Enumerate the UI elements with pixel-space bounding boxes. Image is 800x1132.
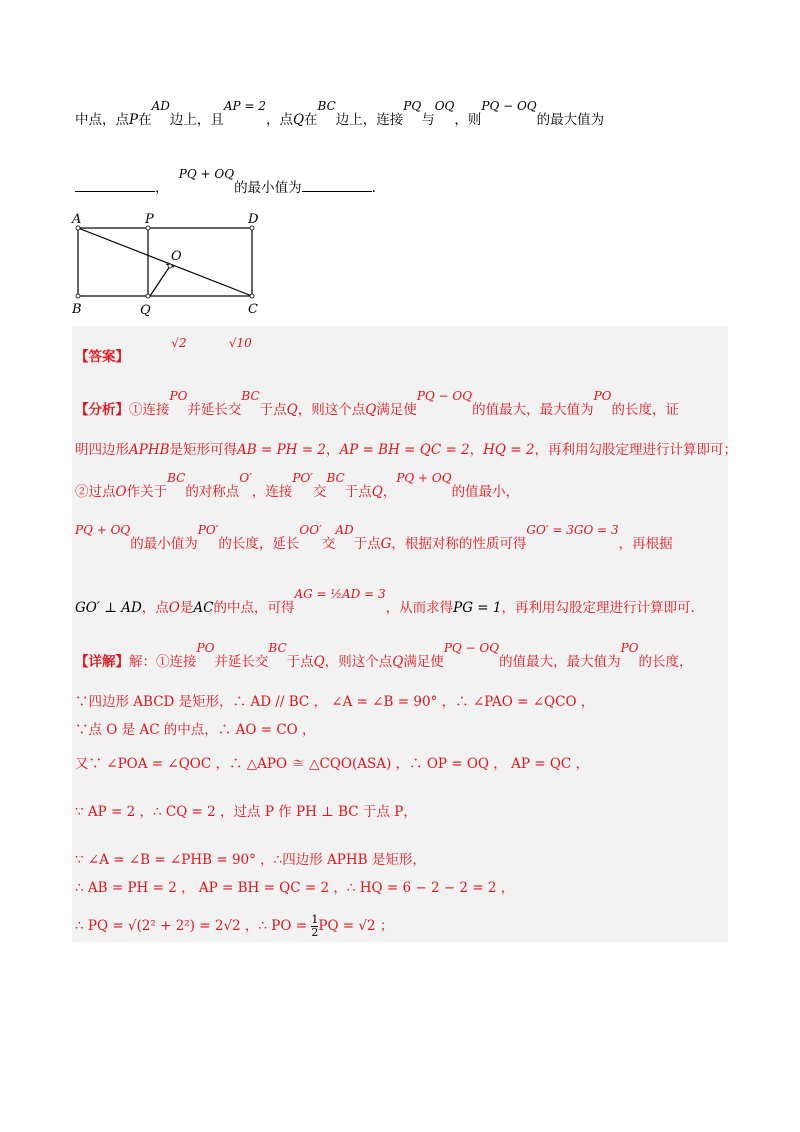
a5-text: ，从而求得 <box>385 600 454 616</box>
label-p: P <box>145 212 154 227</box>
d1-text: 的长度， <box>638 654 693 670</box>
a4-text: ，再根据 <box>618 536 673 552</box>
answer-blank-1[interactable] <box>75 191 155 192</box>
a2-text: ，再利用勾股定理进行计算即可； <box>534 442 737 458</box>
label-o: O <box>171 249 182 264</box>
detail-line-8 <box>75 914 393 939</box>
analysis-line-4 <box>75 523 673 552</box>
a5-math: O <box>168 600 180 616</box>
analysis-line-3 <box>75 471 520 500</box>
d1-math: PO <box>196 641 215 655</box>
a1-math: PQ − OQ <box>416 389 473 403</box>
a2-math: HQ = 2 <box>483 442 535 458</box>
q1-math: AP = 2 <box>223 99 266 113</box>
segment-po <box>148 228 170 266</box>
answer-value-2: √10 <box>228 336 252 350</box>
detail-line-1 <box>75 641 693 670</box>
a5-math: AC <box>193 600 214 616</box>
a3-math: PQ + OQ <box>396 471 452 485</box>
detail-line-5: ∵ AP = 2 ，∴ CQ = 2 ，过点 P 作 PH ⊥ BC 于点 P， <box>75 804 417 820</box>
a3-text: ， <box>382 484 397 500</box>
a1-text: 并延长交 <box>187 402 242 418</box>
a4-math: PQ + OQ <box>75 523 131 537</box>
d1-text: 满足使 <box>403 654 444 670</box>
a3-text: 交 <box>313 484 327 500</box>
answer-line <box>75 336 252 365</box>
a5-text: ，再利用勾股定理进行计算即可. <box>501 600 695 616</box>
q1-math: AD <box>151 99 170 113</box>
answer-value-1: √2 <box>171 336 187 350</box>
a2-text: ， <box>469 442 484 458</box>
question-line-2: ， PQ + OQ的最小值为 . <box>75 176 376 196</box>
d8-text: PQ = √2 ； <box>318 918 394 934</box>
answer-tag: 【答案】 <box>75 349 129 365</box>
label-q: Q <box>140 303 151 318</box>
a1-math: PO <box>593 389 612 403</box>
a2-math: APHB <box>129 442 170 458</box>
detail-line-3: ∵点 O 是 AC 的中点，∴ AO = CO ， <box>75 722 316 738</box>
a4-text: ，根据对称的性质可得 <box>391 536 527 552</box>
label-b: B <box>72 302 82 317</box>
a4-math: GO′ = 3GO = 3 <box>526 523 619 537</box>
a1-text: 于点 <box>259 402 287 418</box>
d1-text: ，则这个点 <box>324 654 393 670</box>
q2-text: 的最小值为 <box>234 180 302 196</box>
q1-text: ，点 <box>265 112 293 128</box>
a1-text: 的长度，证 <box>611 402 680 418</box>
a4-math: AD <box>335 523 354 537</box>
a4-math: G <box>380 536 392 552</box>
a2-text: 明四边形 <box>75 442 129 458</box>
a3-math: PO′ <box>292 471 314 485</box>
detail-line-6: ∵ ∠A = ∠B = ∠PHB = 90° ，∴四边形 APHB 是矩形， <box>75 852 426 868</box>
analysis-line-1 <box>75 389 680 418</box>
detail-line-7: ∴ AB = PH = 2 ， AP = BH = QC = 2 ，∴ HQ = 6 − 2 − 2 = 2 ， <box>75 880 515 896</box>
a1-text: 满足使 <box>376 402 417 418</box>
a1-text: 的值最大，最大值为 <box>472 402 594 418</box>
label-c: C <box>248 302 258 317</box>
a5-math: AG = ½AD = 3 <box>294 587 386 601</box>
a3-text: ，连接 <box>251 484 293 500</box>
diagonal-ac <box>78 228 252 296</box>
d1-math: BC <box>268 641 287 655</box>
a1-math: PO <box>169 389 188 403</box>
geometry-figure <box>70 210 270 320</box>
q1-text: 的最大值为 <box>536 112 605 128</box>
segment-oq <box>150 266 170 296</box>
q1-math: Q <box>292 112 305 128</box>
detail-line-2: ∵四边形 ABCD 是矩形，∴ AD // BC ， ∠A = ∠B = 90° ，∴ ∠PAO = ∠QCO ， <box>75 694 595 710</box>
q1-math: OQ <box>434 99 455 113</box>
analysis-line-5 <box>75 587 695 616</box>
a5-text: ，点 <box>141 600 169 616</box>
a3-math: O <box>115 484 127 500</box>
a3-text: ②过点 <box>75 484 116 500</box>
d1-text: 解：①连接 <box>129 654 197 670</box>
d1-math: Q <box>313 654 325 670</box>
a4-text: 于点 <box>353 536 381 552</box>
label-d: D <box>248 212 259 227</box>
a2-math: AB = PH = 2 <box>237 442 326 458</box>
q1-text: 在 <box>138 112 152 128</box>
a3-math: O′ <box>239 471 252 485</box>
a4-text: 的长度，延长 <box>218 536 300 552</box>
a3-text: 作关于 <box>126 484 168 500</box>
a1-text: ，则这个点 <box>297 402 366 418</box>
a1-math: BC <box>241 389 260 403</box>
q2-math: PQ + OQ <box>178 167 235 181</box>
d1-math: PO <box>620 641 639 655</box>
a5-text: 是 <box>179 600 194 616</box>
d1-math: Q <box>392 654 404 670</box>
label-a: A <box>72 212 82 227</box>
q1-math: PQ − OQ <box>481 99 537 113</box>
a1-math: Q <box>365 402 377 418</box>
q1-text: 边上，连接 <box>335 112 404 128</box>
d1-math: PQ − OQ <box>443 641 500 655</box>
a2-text: 是矩形可得 <box>169 442 238 458</box>
q1-text: 在 <box>304 112 318 128</box>
q1-math: PQ <box>403 99 422 113</box>
a4-math: PO′ <box>197 523 219 537</box>
d1-text: 并延长交 <box>214 654 269 670</box>
a3-text: 的值最小， <box>451 484 520 500</box>
q2-period: . <box>371 180 376 196</box>
a4-text: 交 <box>321 536 336 552</box>
a2-text: ， <box>325 442 340 458</box>
a3-math: BC <box>167 471 186 485</box>
q1-text: 中点，点 <box>75 112 129 128</box>
a3-math: BC <box>326 471 345 485</box>
a3-text: 的对称点 <box>185 484 240 500</box>
d1-text: 于点 <box>286 654 314 670</box>
a5-text: 的中点，可得 <box>213 600 295 616</box>
a5-math: GO′ ⊥ AD <box>75 600 142 616</box>
question-line-1 <box>75 99 605 128</box>
q1-text: ，则 <box>454 112 482 128</box>
fraction-half: $\frac{1}{2}$ <box>311 913 319 939</box>
q1-text: 边上，且 <box>169 112 224 128</box>
analysis-line-2 <box>75 438 737 458</box>
a3-text: 于点 <box>344 484 372 500</box>
a4-text: 的最小值为 <box>130 536 198 552</box>
d8-text: ∴ PQ = √(2² + 2²) = 2√2 ，∴ PO = <box>75 918 312 934</box>
a1-text: ①连接 <box>129 402 170 418</box>
detail-tag: 【详解】 <box>75 654 129 670</box>
analysis-tag: 【分析】 <box>75 402 129 418</box>
q1-math: BC <box>317 99 336 113</box>
a2-math: AP = BH = QC = 2 <box>339 442 470 458</box>
q1-math: P <box>129 112 139 128</box>
a4-math: OO′ <box>299 523 322 537</box>
a5-math: PG = 1 <box>453 600 502 616</box>
a1-math: Q <box>286 402 298 418</box>
detail-line-4: 又∵ ∠POA = ∠QOC ，∴ △APO ≅ △CQO(ASA) ，∴ OP = OQ ， AP = QC ， <box>75 756 590 772</box>
answer-blank-2[interactable] <box>302 191 372 192</box>
q1-text: 与 <box>421 112 435 128</box>
d1-text: 的值最大，最大值为 <box>499 654 621 670</box>
a3-math: Q <box>371 484 383 500</box>
